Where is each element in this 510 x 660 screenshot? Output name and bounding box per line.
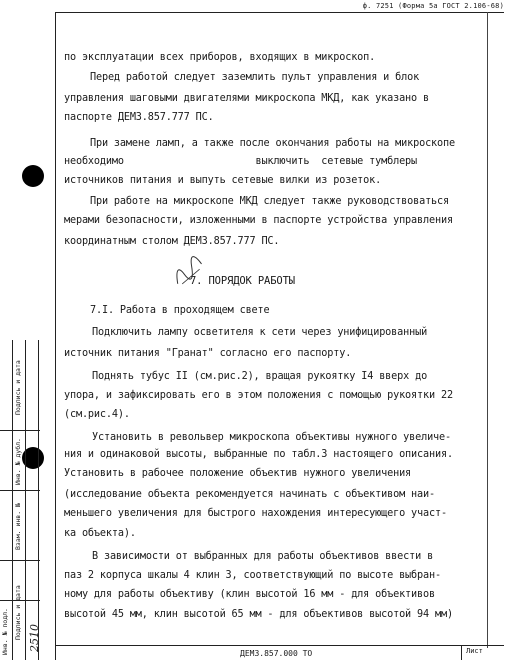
form-code: ф. 7251 (Форма 5а ГОСТ 2.106-68) (362, 2, 504, 10)
inventory-number: 2510 (28, 624, 41, 652)
subsection-heading: 7.I. Работа в проходящем свете (90, 305, 270, 316)
text-line: источников питания и выпуть сетевые вилки из розеток. (64, 175, 382, 186)
strip-label-vzam-inv: Взам. инв. № (14, 503, 22, 550)
text-line: Поднять тубус II (см.рис.2), вращая рукоятку I4 вверх до (92, 371, 428, 382)
sheet-label: Лист (466, 647, 483, 655)
text-line: необходимо выключить сетевые тумблеры (64, 156, 418, 167)
text-line: управления шаговыми двигателями микроскопа МКД, как указано в (64, 93, 429, 104)
text-line: В зависимости от выбранных для работы объективов ввести в (92, 551, 434, 562)
section-heading: 7. ПОРЯДОК РАБОТЫ (190, 275, 295, 287)
text-line: При замене ламп, а также после окончания работы на микроскопе (90, 138, 455, 149)
text-line: паспорте ДЕМЗ.857.777 ПС. (64, 112, 214, 123)
strip-divider (0, 430, 40, 431)
text-line: ния и одинаковой высоты, выбранные по табл.3 настоящего описания. (64, 449, 453, 460)
text-line: координатным столом ДЕМЗ.857.777 ПС. (64, 236, 280, 247)
document-code: ДЕМЗ.857.000 ТО (240, 649, 313, 658)
text-line: Установить в револьвер микроскопа объективы нужного увеличе- (92, 432, 452, 443)
strip-label-inv-dubl: Инв. № дубл. (14, 438, 22, 485)
text-line: по эксплуатации всех приборов, входящих в микроскоп. (64, 52, 376, 63)
strip-divider (0, 560, 40, 561)
frame-border-top (55, 12, 504, 13)
text-line: мерами безопасности, изложенными в паспорте устройства управления (64, 215, 453, 226)
strip-divider (0, 490, 40, 491)
text-line: ка объекта). (64, 528, 136, 539)
text-line: (см.рис.4). (64, 409, 130, 420)
text-line: высотой 45 мм, клин высотой 65 мм - для объективов высотой 94 мм) (64, 609, 453, 620)
punch-hole-icon (22, 165, 44, 187)
strip-label-inv-podl: Инв. № подл. (1, 608, 9, 655)
stamp-strip-column (26, 340, 39, 660)
text-line: паз 2 корпуса шкалы 4 клин 3, соответствующий по высоте выбран- (64, 570, 441, 581)
text-line: При работе на микроскопе МКД следует также руководствоваться (90, 196, 450, 207)
text-line: меньшего увеличения для быстрого нахождения интересующего участ- (64, 508, 447, 519)
frame-border-bottom (55, 645, 504, 646)
text-line: Подключить лампу осветителя к сети через унифицированный (92, 327, 428, 338)
text-line: Установить в рабочее положение объектив нужного увеличения (64, 468, 412, 479)
text-line: ному для работы объективу (клин высотой 16 мм - для объективов (64, 589, 435, 600)
strip-label-signature-date-2: Подпись и дата (14, 585, 22, 640)
strip-label-signature-date: Подпись и дата (14, 360, 22, 415)
text-line: источник питания "Гранат" согласно его паспорту. (64, 348, 352, 359)
frame-border-right (487, 12, 488, 648)
text-line: (исследование объекта рекомендуется начинать с объективом наи- (64, 489, 435, 500)
text-line: упора, и зафиксировать его в этом положения с помощью рукоятки 22 (64, 390, 453, 401)
frame-border-left (55, 12, 56, 660)
text-line: Перед работой следует заземлить пульт управления и блок (90, 72, 420, 83)
sheet-box (461, 645, 504, 660)
